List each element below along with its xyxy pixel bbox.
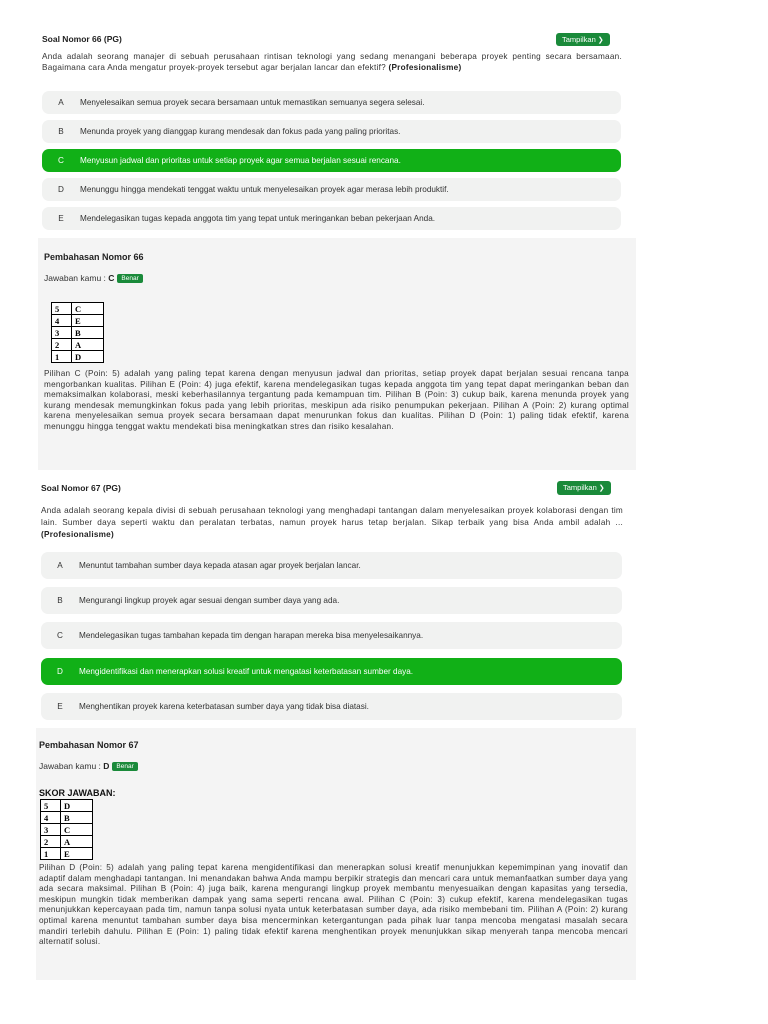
question-66-body: Anda adalah seorang manajer di sebuah perusahaan rintisan teknologi yang sedang menangani beberapa proyek penting secara bersamaan. Bagaimana cara Anda mengatur proyek-proyek tersebut agar berjalan lancar dan efektif? (42, 52, 622, 72)
table-row (41, 836, 93, 848)
question-66-text (42, 52, 622, 73)
toggle-label: Tampilkan (563, 483, 597, 492)
option-letter: E (58, 214, 64, 223)
option-letter: A (57, 561, 63, 570)
option-text: Mendelegasikan tugas kepada anggota tim yang tepat untuk meringankan beban pekerjaan Anda. (80, 214, 436, 223)
option-letter: A (58, 98, 64, 107)
score-letter: D (72, 351, 104, 363)
option-text: Menuntut tambahan sumber daya kepada atasan agar proyek berjalan lancar. (79, 561, 361, 570)
answer-prefix: Jawaban kamu : (44, 273, 106, 283)
option-67-d[interactable] (41, 658, 622, 685)
option-letter: E (57, 702, 63, 711)
question-67-tag: (Profesionalisme) (41, 530, 114, 539)
score-letter: E (72, 315, 104, 327)
option-text: Menunda proyek yang dianggap kurang mendesak dan fokus pada yang paling prioritas. (80, 127, 401, 136)
answer-letter: C (108, 273, 115, 283)
explanation-67-text: Pilihan D (Poin: 5) adalah yang paling tepat karena mengidentifikasi dan menerapkan solusi kreatif menunjukkan kepemimpinan yang inovatif dan adaptif dalam menghadapi tantangan. Ini menandakan bahwa Anda mampu berpikir strategis dan mencari cara untuk memanfaatkan sumber daya yang ada secara maksimal. Pilihan B (Poin: 4) juga baik, karena mengurangi lingkup proyek membantu menyesuaikan dengan kapasitas yang tersedia, meskipun mungkin tidak memberikan dampak yang sama seperti rencana awal. Pilihan C (Poin: 3) cukup efektif, karena mendelegasikan tugas menunjukkan kepercayaan pada tim, namun tanpa solusi nyata untuk keterbatasan sumber daya, ada risiko membebani tim. Pilihan A (Poin: 2) kurang optimal karena menuntut tambahan sumber daya bisa mencerminkan ketergantungan pada pihak luar tanpa mencoba mengatasi masalah secara mandiri terlebih dahulu. Pilihan E (Poin: 1) paling tidak efektif karena menghentikan proyek menunjukkan sikap menyerah tanpa mencoba mencari alternatif solusi. (39, 863, 628, 947)
table-row (52, 315, 104, 327)
show-toggle-button-67[interactable] (557, 481, 611, 495)
table-row (41, 812, 93, 824)
score-letter: C (61, 824, 93, 836)
option-66-d[interactable] (42, 178, 621, 201)
explanation-66-title: Pembahasan Nomor 66 (44, 252, 144, 262)
table-row (41, 800, 93, 812)
option-letter: B (57, 596, 63, 605)
table-row (41, 824, 93, 836)
score-label-67: SKOR JAWABAN: (39, 788, 116, 798)
option-67-e[interactable] (41, 693, 622, 720)
score-letter: B (72, 327, 104, 339)
score-points: 4 (41, 812, 61, 824)
option-text: Mengidentifikasi dan menerapkan solusi kreatif untuk mengatasi keterbatasan sumber daya. (79, 667, 414, 676)
score-letter: D (61, 800, 93, 812)
question-67-title: Soal Nomor 67 (PG) (41, 483, 121, 493)
score-letter: A (72, 339, 104, 351)
score-letter: C (72, 303, 104, 315)
option-66-c[interactable] (42, 149, 621, 172)
option-66-b[interactable] (42, 120, 621, 143)
score-points: 2 (41, 836, 61, 848)
option-67-a[interactable] (41, 552, 622, 579)
question-66-title: Soal Nomor 66 (PG) (42, 34, 122, 44)
score-points: 5 (52, 303, 72, 315)
table-row (52, 303, 104, 315)
score-points: 5 (41, 800, 61, 812)
toggle-label: Tampilkan (562, 35, 596, 44)
question-67-body: Anda adalah seorang kepala divisi di sebuah perusahaan teknologi yang menghadapi tantangan dalam menyelesaikan proyek kolaborasi dengan tim lain. Sumber daya seperti waktu dan peralatan terbatas, namun proyek harus tetap berjalan. Sikap terbaik yang bisa Anda ambil adalah ... (41, 506, 623, 527)
chevron-down-icon: ❯ (598, 485, 605, 492)
score-letter: A (61, 836, 93, 848)
option-text: Mendelegasikan tugas tambahan kepada tim dengan harapan mereka bisa menyelesaikannya. (79, 631, 424, 640)
option-66-e[interactable] (42, 207, 621, 230)
option-letter: C (57, 631, 63, 640)
answer-letter: D (103, 761, 110, 771)
option-67-c[interactable] (41, 622, 622, 649)
score-table-66 (51, 302, 104, 363)
explanation-67-title: Pembahasan Nomor 67 (39, 740, 139, 750)
explanation-66-text: Pilihan C (Poin: 5) adalah yang paling tepat karena dengan menyusun jadwal dan prioritas, setiap proyek dapat berjalan sesuai rencana tanpa mengorbankan kualitas. Pilihan E (Poin: 4) juga efektif, karena mendelegasikan tugas kepada anggota tim yang tepat dapat meringankan beban dan memaksimalkan kolaborasi, meski keberhasilannya tergantung pada kemampuan tim. Pilihan B (Poin: 3) cukup baik, karena menunda proyek yang kurang mendesak memungkinkan fokus pada yang lebih prioritas, meskipun ada risiko penumpukan pekerjaan. Pilihan A (Poin: 2) kurang optimal karena menyelesaikan semua proyek secara bersamaan dapat menurunkan fokus dan kualitas. Pilihan D (Poin: 1) paling tidak efektif, karena menunggu hingga tenggat waktu mendekati bisa meningkatkan stres dan risiko kesalahan. (44, 369, 629, 431)
question-67-text (41, 505, 623, 541)
score-points: 3 (41, 824, 61, 836)
score-table-67 (40, 799, 93, 860)
answer-67 (39, 761, 138, 771)
table-row (52, 351, 104, 363)
table-row (41, 848, 93, 860)
option-letter: C (58, 156, 64, 165)
option-text: Menyelesaikan semua proyek secara bersamaan untuk memastikan semuanya segera selesai. (80, 98, 425, 107)
option-text: Menunggu hingga mendekati tenggat waktu untuk menyelesaikan proyek agar merasa lebih produktif. (80, 185, 449, 194)
table-row (52, 339, 104, 351)
table-row (52, 327, 104, 339)
chevron-down-icon: ❯ (597, 37, 604, 44)
option-66-a[interactable] (42, 91, 621, 114)
score-points: 1 (41, 848, 61, 860)
score-points: 2 (52, 339, 72, 351)
option-67-b[interactable] (41, 587, 622, 614)
answer-66 (44, 273, 143, 283)
correct-badge: Benar (112, 762, 137, 771)
show-toggle-button-66[interactable] (556, 33, 610, 46)
option-letter: D (57, 667, 63, 676)
score-points: 4 (52, 315, 72, 327)
answer-prefix: Jawaban kamu : (39, 761, 101, 771)
score-points: 1 (52, 351, 72, 363)
score-letter: B (61, 812, 93, 824)
score-points: 3 (52, 327, 72, 339)
option-text: Menghentikan proyek karena keterbatasan sumber daya yang tidak bisa diatasi. (79, 702, 369, 711)
option-text: Menyusun jadwal dan prioritas untuk setiap proyek agar semua berjalan sesuai rencana. (80, 156, 401, 165)
question-66-tag: (Profesionalisme) (388, 62, 462, 72)
option-letter: D (58, 185, 64, 194)
option-text: Mengurangi lingkup proyek agar sesuai dengan sumber daya yang ada. (79, 596, 340, 605)
score-letter: E (61, 848, 93, 860)
option-letter: B (58, 127, 64, 136)
correct-badge: Benar (117, 274, 142, 283)
